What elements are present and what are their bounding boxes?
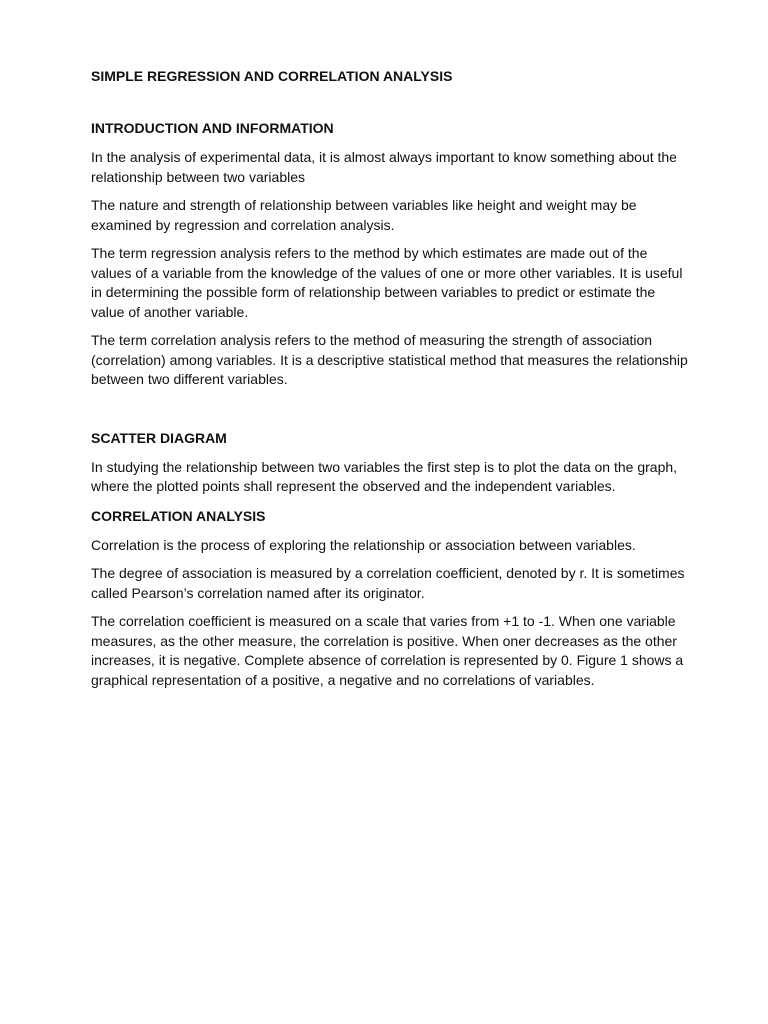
document-title: SIMPLE REGRESSION AND CORRELATION ANALYSIS bbox=[91, 68, 453, 84]
document-content bbox=[91, 67, 691, 690]
correlation-paragraph-2: The degree of association is measured by a correlation coefficient, denoted by r. It is sometimes called Pearson’s correlation named after its originator. bbox=[91, 565, 685, 601]
intro-heading: INTRODUCTION AND INFORMATION bbox=[91, 120, 334, 136]
scatter-diagram-paragraph-1: In studying the relationship between two variables the first step is to plot the data on the graph, where the plotted points shall represent the observed and the independent variables. bbox=[91, 458, 678, 494]
intro-paragraph-4: The term correlation analysis refers to the method of measuring the strength of association (correlation) among variables. It is a descriptive statistical method that measures the relationship between two different variables. bbox=[91, 332, 688, 387]
intro-paragraph-2: The nature and strength of relationship between variables like height and weight may be examined by regression and correlation analysis. bbox=[91, 197, 637, 233]
scatter-diagram-heading: SCATTER DIAGRAM bbox=[91, 429, 227, 446]
correlation-analysis-heading: CORRELATION ANALYSIS bbox=[91, 507, 266, 524]
intro-paragraph-1: In the analysis of experimental data, it is almost always important to know something about the relationship between two variables bbox=[91, 149, 677, 185]
correlation-paragraph-3: The correlation coefficient is measured on a scale that varies from +1 to -1. When one variable measures, as the other measure, the correlation is positive. When oner decreases as the other increases, it is negative. Complete absence of correlation is represented by 0. Figure 1 shows a graphical representation of a positive, a negative and no correlations of variables. bbox=[91, 613, 684, 688]
correlation-paragraph-1: Correlation is the process of exploring the relationship or association between variables. bbox=[91, 536, 636, 553]
intro-paragraph-3: The term regression analysis refers to the method by which estimates are made out of the values of a variable from the knowledge of the values of one or more other variables. It is useful in determining the possible form of relationship between variables to predict or estimate the value of another variable. bbox=[91, 245, 683, 320]
